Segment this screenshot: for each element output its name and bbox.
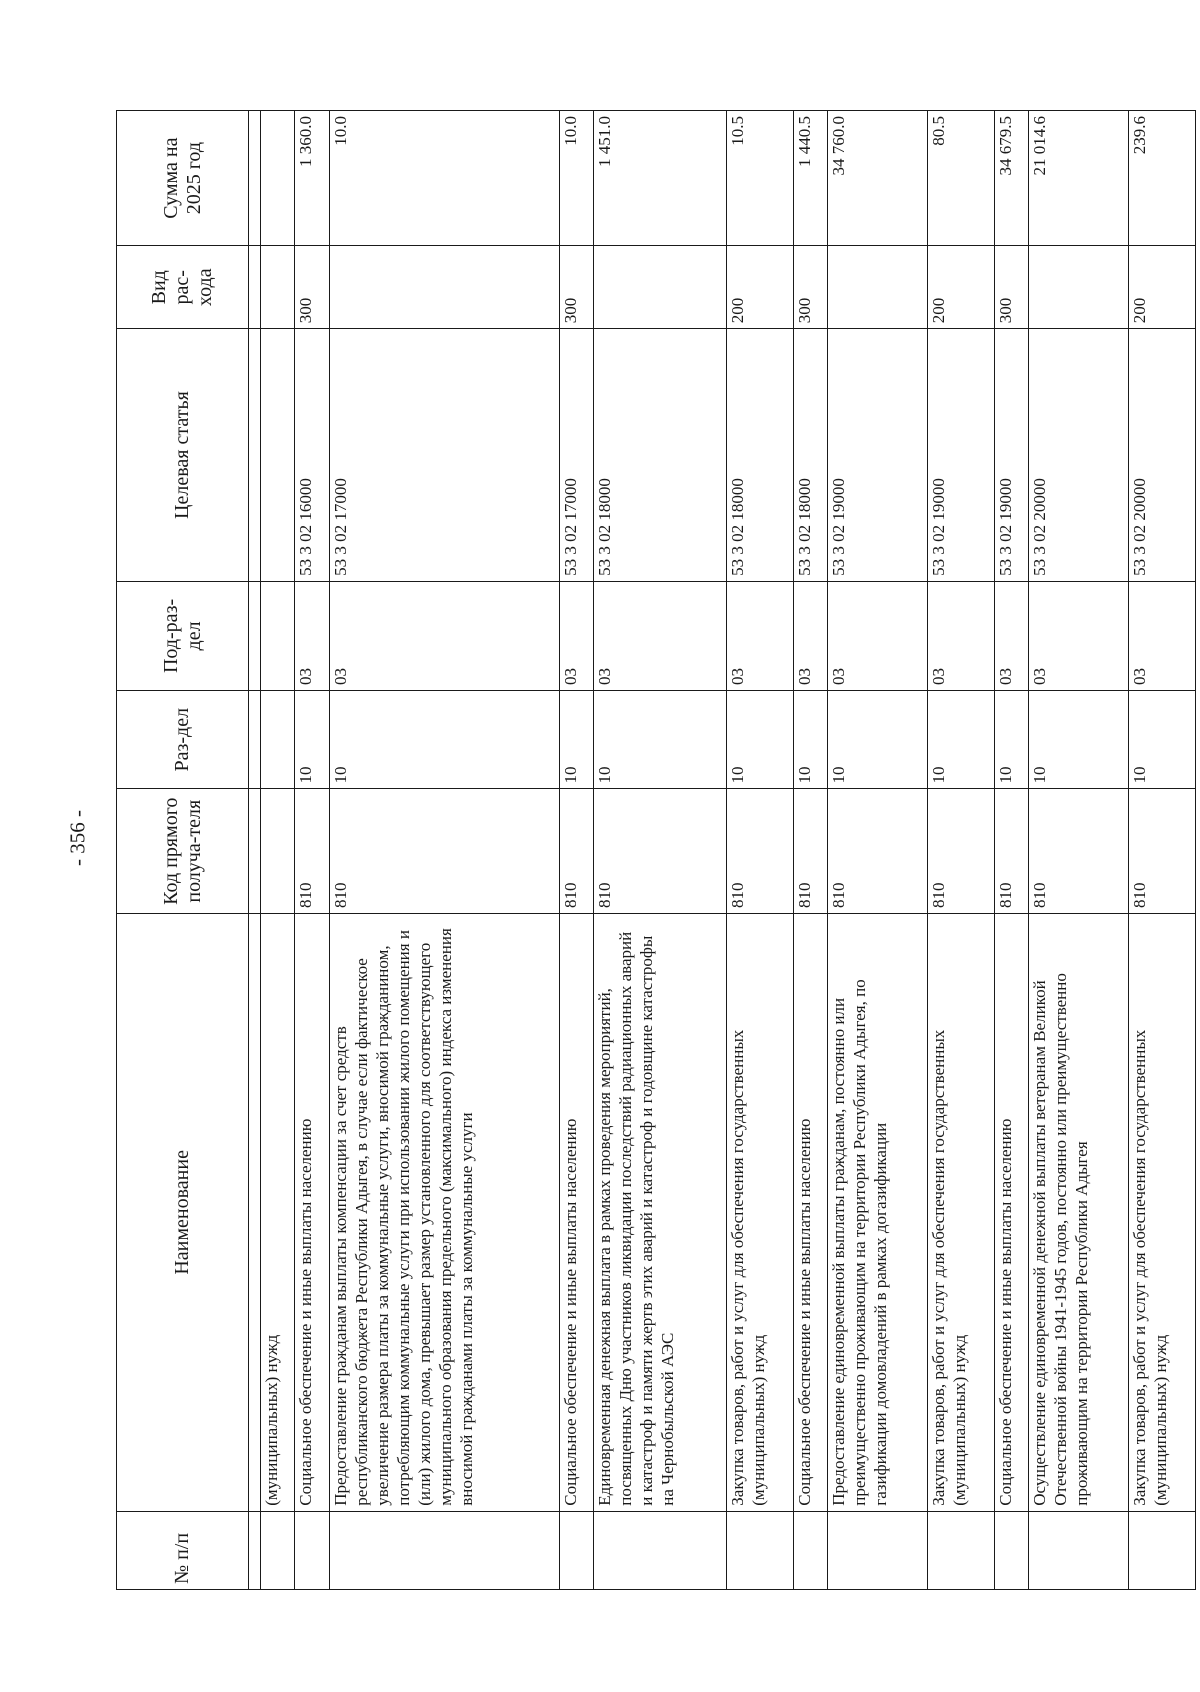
- cell-subsection: 03: [793, 581, 827, 690]
- table-header-row: [117, 111, 249, 1590]
- cell-section: 10: [927, 691, 994, 789]
- cell-recipient-code: 810: [726, 789, 793, 914]
- cell-target-article: 53 3 02 16000: [295, 329, 329, 582]
- table-body: [249, 111, 1196, 1590]
- cell-target-article: [249, 329, 261, 582]
- cell-name: Социальное обеспечение и иные выплаты населению: [793, 913, 827, 1511]
- header-num: № п/п: [117, 1511, 249, 1589]
- cell-recipient-code: 810: [1029, 789, 1129, 914]
- cell-expense-type: 200: [726, 246, 793, 329]
- table-row: [726, 111, 793, 1590]
- cell-expense-type: [594, 246, 726, 329]
- cell-name: Социальное обеспечение и иные выплаты населению: [994, 913, 1028, 1511]
- cell-expense-type: [1029, 246, 1129, 329]
- header-subsection: Под-раз-дел: [117, 581, 249, 690]
- cell-num: [1029, 1511, 1129, 1589]
- cell-target-article: 53 3 02 17000: [560, 329, 594, 582]
- cell-num: [560, 1511, 594, 1589]
- cell-expense-type: 200: [927, 246, 994, 329]
- cell-expense-type: 300: [793, 246, 827, 329]
- cell-num: [828, 1511, 928, 1589]
- rotated-table-wrapper: [116, 110, 1196, 1590]
- cell-num: [927, 1511, 994, 1589]
- cell-subsection: 03: [994, 581, 1028, 690]
- table-row: [1029, 111, 1129, 1590]
- cell-target-article: 53 3 02 18000: [594, 329, 726, 582]
- cell-target-article: 53 3 02 18000: [726, 329, 793, 582]
- cell-recipient-code: 810: [295, 789, 329, 914]
- cell-num: [261, 1511, 295, 1589]
- table-row: [249, 111, 261, 1590]
- cell-amount: 1 360.0: [295, 111, 329, 246]
- cell-name: Закупка товаров, работ и услуг для обеспечения государственных (муниципальных) нужд: [927, 913, 994, 1511]
- cell-expense-type: 200: [1128, 246, 1195, 329]
- cell-amount: 21 014.6: [1029, 111, 1129, 246]
- cell-recipient-code: [261, 789, 295, 914]
- cell-amount: [261, 111, 295, 246]
- cell-subsection: [261, 581, 295, 690]
- cell-expense-type: [329, 246, 560, 329]
- cell-target-article: 53 3 02 20000: [1128, 329, 1195, 582]
- cell-recipient-code: 810: [1128, 789, 1195, 914]
- cell-num: [994, 1511, 1028, 1589]
- cell-name: Осуществление единовременной денежной выплаты ветеранам Великой Отечественной войны 1941-1945 годов, постоянно или преимущественно проживающим на территории Республики Адыгея: [1029, 913, 1129, 1511]
- cell-num: [594, 1511, 726, 1589]
- cell-section: 10: [1029, 691, 1129, 789]
- table-row: [261, 111, 295, 1590]
- cell-recipient-code: 810: [994, 789, 1028, 914]
- cell-section: 10: [828, 691, 928, 789]
- cell-name: Закупка товаров, работ и услуг для обеспечения государственных (муниципальных) нужд: [726, 913, 793, 1511]
- cell-num: [329, 1511, 560, 1589]
- cell-subsection: 03: [726, 581, 793, 690]
- cell-amount: 1 440.5: [793, 111, 827, 246]
- header-target-article: Целевая статья: [117, 329, 249, 582]
- cell-target-article: 53 3 02 17000: [329, 329, 560, 582]
- cell-target-article: 53 3 02 18000: [793, 329, 827, 582]
- cell-recipient-code: [249, 789, 261, 914]
- table-row: [927, 111, 994, 1590]
- cell-expense-type: 300: [994, 246, 1028, 329]
- cell-expense-type: [249, 246, 261, 329]
- cell-num: [1128, 1511, 1195, 1589]
- cell-name: (муниципальных) нужд: [261, 913, 295, 1511]
- table-row: [295, 111, 329, 1590]
- cell-amount: 239.6: [1128, 111, 1195, 246]
- cell-name: Предоставление единовременной выплаты гражданам, постоянно или преимущественно проживающим на территории Республики Адыгея, по газификации домовладений в рамках догазификации: [828, 913, 928, 1511]
- header-amount: Сумма на 2025 год: [117, 111, 249, 246]
- cell-section: 10: [994, 691, 1028, 789]
- header-section: Раз-дел: [117, 691, 249, 789]
- cell-name: Предоставление гражданам выплаты компенсации за счет средств республиканского бюджета Республики Адыгея, в случае если фактическое увеличение размера платы за коммунальные услуги, вносимой гражданином, потребляющим коммунальные услуги при использовании жилого помещения и (или) жилого дома, превышает размер установленного для соответствующего муниципального образования предельного (максимального) индекса изменения вносимой гражданами платы за коммунальные услуги: [329, 913, 560, 1511]
- cell-name: Социальное обеспечение и иные выплаты населению: [295, 913, 329, 1511]
- cell-target-article: 53 3 02 20000: [1029, 329, 1129, 582]
- cell-section: 10: [1128, 691, 1195, 789]
- cell-section: 10: [329, 691, 560, 789]
- cell-num: [295, 1511, 329, 1589]
- cell-subsection: 03: [1128, 581, 1195, 690]
- cell-target-article: 53 3 02 19000: [994, 329, 1028, 582]
- cell-subsection: [249, 581, 261, 690]
- cell-subsection: 03: [927, 581, 994, 690]
- cell-section: 10: [295, 691, 329, 789]
- cell-section: [249, 691, 261, 789]
- budget-table: [116, 110, 1196, 1590]
- header-recipient-code: Код прямого получа-теля: [117, 789, 249, 914]
- cell-amount: 34 679.5: [994, 111, 1028, 246]
- cell-recipient-code: 810: [828, 789, 928, 914]
- header-name: Наименование: [117, 913, 249, 1511]
- table-row: [994, 111, 1028, 1590]
- cell-section: 10: [793, 691, 827, 789]
- cell-expense-type: 300: [560, 246, 594, 329]
- cell-amount: 1 451.0: [594, 111, 726, 246]
- cell-expense-type: 300: [295, 246, 329, 329]
- cell-num: [793, 1511, 827, 1589]
- cell-amount: 10.0: [329, 111, 560, 246]
- table-row: [594, 111, 726, 1590]
- cell-section: 10: [726, 691, 793, 789]
- cell-expense-type: [828, 246, 928, 329]
- cell-subsection: 03: [295, 581, 329, 690]
- cell-amount: [249, 111, 261, 246]
- cell-subsection: 03: [560, 581, 594, 690]
- cell-section: 10: [594, 691, 726, 789]
- cell-section: [261, 691, 295, 789]
- table-row: [329, 111, 560, 1590]
- cell-expense-type: [261, 246, 295, 329]
- cell-subsection: 03: [828, 581, 928, 690]
- cell-recipient-code: 810: [329, 789, 560, 914]
- cell-subsection: 03: [1029, 581, 1129, 690]
- header-expense-type: Вид рас-хода: [117, 246, 249, 329]
- cell-recipient-code: 810: [793, 789, 827, 914]
- cell-target-article: 53 3 02 19000: [927, 329, 994, 582]
- cell-num: [726, 1511, 793, 1589]
- cell-amount: 10.0: [560, 111, 594, 246]
- cell-name: [249, 913, 261, 1511]
- table-row: [1128, 111, 1195, 1590]
- cell-amount: 10.5: [726, 111, 793, 246]
- cell-section: 10: [560, 691, 594, 789]
- cell-name: Закупка товаров, работ и услуг для обеспечения государственных (муниципальных) нужд: [1128, 913, 1195, 1511]
- cell-subsection: 03: [594, 581, 726, 690]
- cell-num: [249, 1511, 261, 1589]
- cell-name: Единовременная денежная выплата в рамках проведения мероприятий, посвященных Дню участников ликвидации последствий радиационных аварий и катастроф и памяти жертв этих аварий и катастроф и годовщине катастрофы на Чернобыльской АЭС: [594, 913, 726, 1511]
- cell-recipient-code: 810: [594, 789, 726, 914]
- cell-target-article: 53 3 02 19000: [828, 329, 928, 582]
- table-row: [793, 111, 827, 1590]
- cell-subsection: 03: [329, 581, 560, 690]
- cell-name: Социальное обеспечение и иные выплаты населению: [560, 913, 594, 1511]
- cell-amount: 80.5: [927, 111, 994, 246]
- page-number: - 356 -: [65, 810, 90, 866]
- table-row: [828, 111, 928, 1590]
- cell-amount: 34 760.0: [828, 111, 928, 246]
- table-row: [560, 111, 594, 1590]
- cell-recipient-code: 810: [560, 789, 594, 914]
- cell-recipient-code: 810: [927, 789, 994, 914]
- cell-target-article: [261, 329, 295, 582]
